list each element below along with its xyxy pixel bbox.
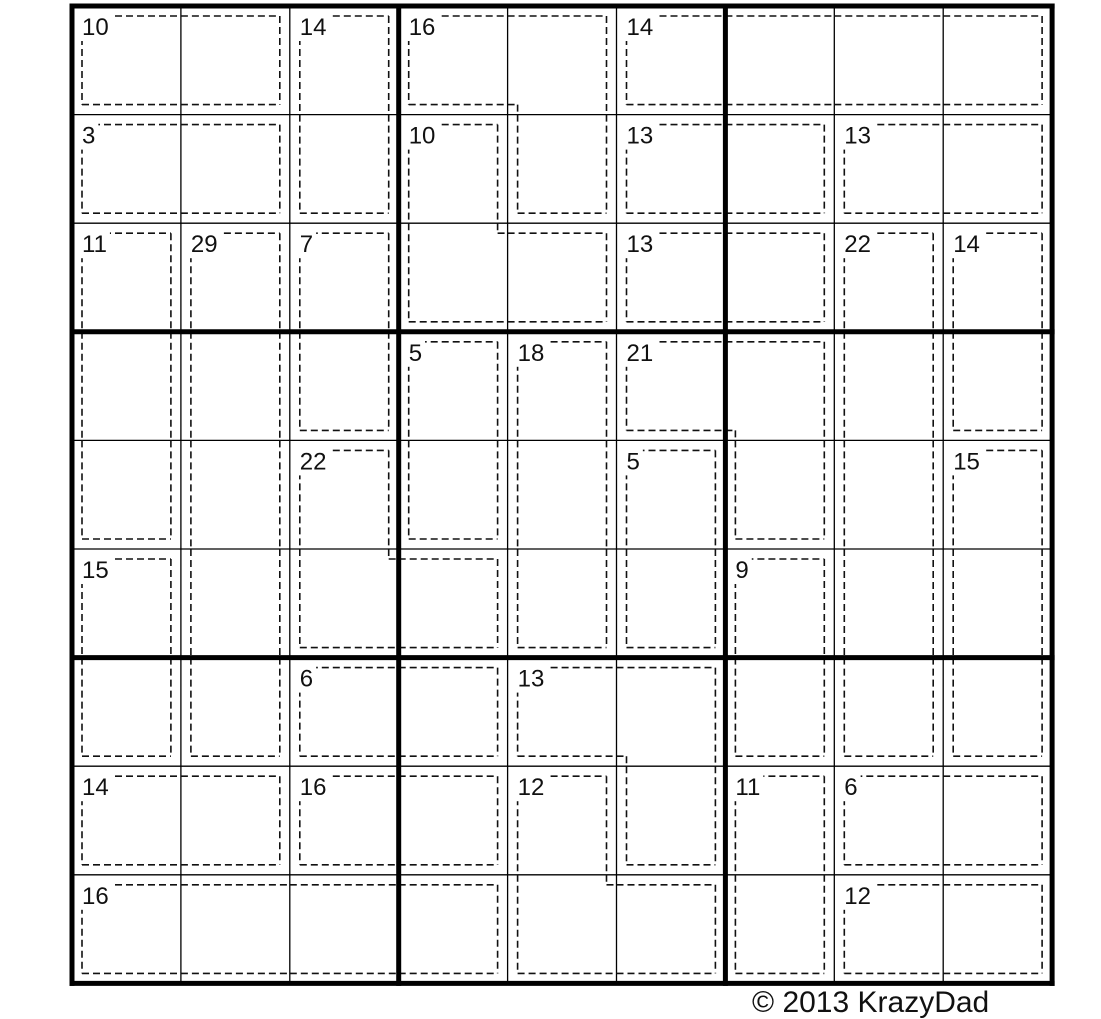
cell-r8c2[interactable] <box>181 766 290 875</box>
cage-sum-label: 9 <box>735 557 749 584</box>
cell-r5c8[interactable] <box>834 440 943 549</box>
cage-sum-label: 10 <box>82 14 109 41</box>
cage-sum-label: 15 <box>82 557 109 584</box>
cage-sum-label: 14 <box>953 231 980 259</box>
cage-sum-label: 12 <box>844 882 872 910</box>
cell-r4c7[interactable] <box>725 332 834 441</box>
cage-sum-label: 11 <box>735 774 761 802</box>
cell-r6c4[interactable] <box>399 549 508 658</box>
cell-r6c6[interactable] <box>617 549 726 658</box>
cell-r2c9[interactable] <box>943 115 1052 224</box>
cage-sum-label: 29 <box>190 231 218 259</box>
cage-sum-label: 10 <box>408 122 436 150</box>
cage-sum-label: 5 <box>626 448 640 476</box>
cage-sum-label: 13 <box>626 231 654 259</box>
cage-sum-label: 7 <box>299 231 314 259</box>
cage-sum-label: 18 <box>517 339 545 367</box>
cell-r9c6[interactable] <box>617 875 726 984</box>
cage-sum-label: 22 <box>299 448 327 476</box>
cage-sum-label: 15 <box>953 448 980 476</box>
cell-r7c9[interactable] <box>943 658 1052 767</box>
cell-r5c2[interactable] <box>181 440 290 549</box>
cell-r9c5[interactable] <box>508 875 617 984</box>
cage-sum-label: 21 <box>626 339 654 367</box>
cage-sum-label: 14 <box>299 14 327 41</box>
cage-sum-label: 12 <box>517 774 545 802</box>
cell-r6c5[interactable] <box>508 549 617 658</box>
cell-r2c7[interactable] <box>725 115 834 224</box>
cell-r4c1[interactable] <box>72 332 181 441</box>
cell-r9c3[interactable] <box>290 875 399 984</box>
cell-r1c8[interactable] <box>834 6 943 115</box>
cage-sum-label: 6 <box>299 665 314 693</box>
cell-r7c4[interactable] <box>399 658 508 767</box>
cell-r3c4[interactable] <box>399 223 508 332</box>
cell-r1c2[interactable] <box>181 6 290 115</box>
cell-r5c1[interactable] <box>72 440 181 549</box>
cell-r8c4[interactable] <box>399 766 508 875</box>
cell-r7c8[interactable] <box>834 658 943 767</box>
cage-sum-label: 14 <box>82 774 109 802</box>
cage-sum-label: 6 <box>844 774 858 802</box>
cage-sum-label: 16 <box>408 14 436 41</box>
cell-r7c2[interactable] <box>181 658 290 767</box>
cage-sum-label: 14 <box>626 14 654 41</box>
cage-sum-label: 13 <box>517 665 545 693</box>
cage-sum-label: 13 <box>844 122 872 150</box>
cell-r1c9[interactable] <box>943 6 1052 115</box>
cell-r9c7[interactable] <box>725 875 834 984</box>
cell-r6c9[interactable] <box>943 549 1052 658</box>
cell-r3c7[interactable] <box>725 223 834 332</box>
cage-sum-label: 13 <box>626 122 654 150</box>
cage-sum-label: 3 <box>82 122 96 150</box>
cell-r9c4[interactable] <box>399 875 508 984</box>
cell-r7c7[interactable] <box>725 658 834 767</box>
copyright-notice: © 2013 KrazyDad <box>752 986 990 1019</box>
cell-r4c8[interactable] <box>834 332 943 441</box>
cell-r8c9[interactable] <box>943 766 1052 875</box>
cell-r4c3[interactable] <box>290 332 399 441</box>
cell-r9c2[interactable] <box>181 875 290 984</box>
cage-sum-label: 22 <box>844 231 872 259</box>
cell-r9c9[interactable] <box>943 875 1052 984</box>
cage-sum-label: 16 <box>299 774 327 802</box>
cell-r5c5[interactable] <box>508 440 617 549</box>
cell-r6c8[interactable] <box>834 549 943 658</box>
cell-r3c5[interactable] <box>508 223 617 332</box>
cell-r6c3[interactable] <box>290 549 399 658</box>
cell-r5c7[interactable] <box>725 440 834 549</box>
cell-r7c6[interactable] <box>617 658 726 767</box>
cell-r1c7[interactable] <box>725 6 834 115</box>
cell-r2c5[interactable] <box>508 115 617 224</box>
cell-r4c9[interactable] <box>943 332 1052 441</box>
cell-r4c2[interactable] <box>181 332 290 441</box>
cage-sum-label: 5 <box>408 339 423 367</box>
cell-r8c6[interactable] <box>617 766 726 875</box>
cage-sum-label: 11 <box>82 231 107 259</box>
cell-r2c2[interactable] <box>181 115 290 224</box>
cell-layer <box>72 6 1052 983</box>
cell-r1c5[interactable] <box>508 6 617 115</box>
cell-r6c2[interactable] <box>181 549 290 658</box>
cell-r2c3[interactable] <box>290 115 399 224</box>
cell-r5c4[interactable] <box>399 440 508 549</box>
cage-sum-label: 16 <box>82 882 109 910</box>
cell-r7c1[interactable] <box>72 658 181 767</box>
